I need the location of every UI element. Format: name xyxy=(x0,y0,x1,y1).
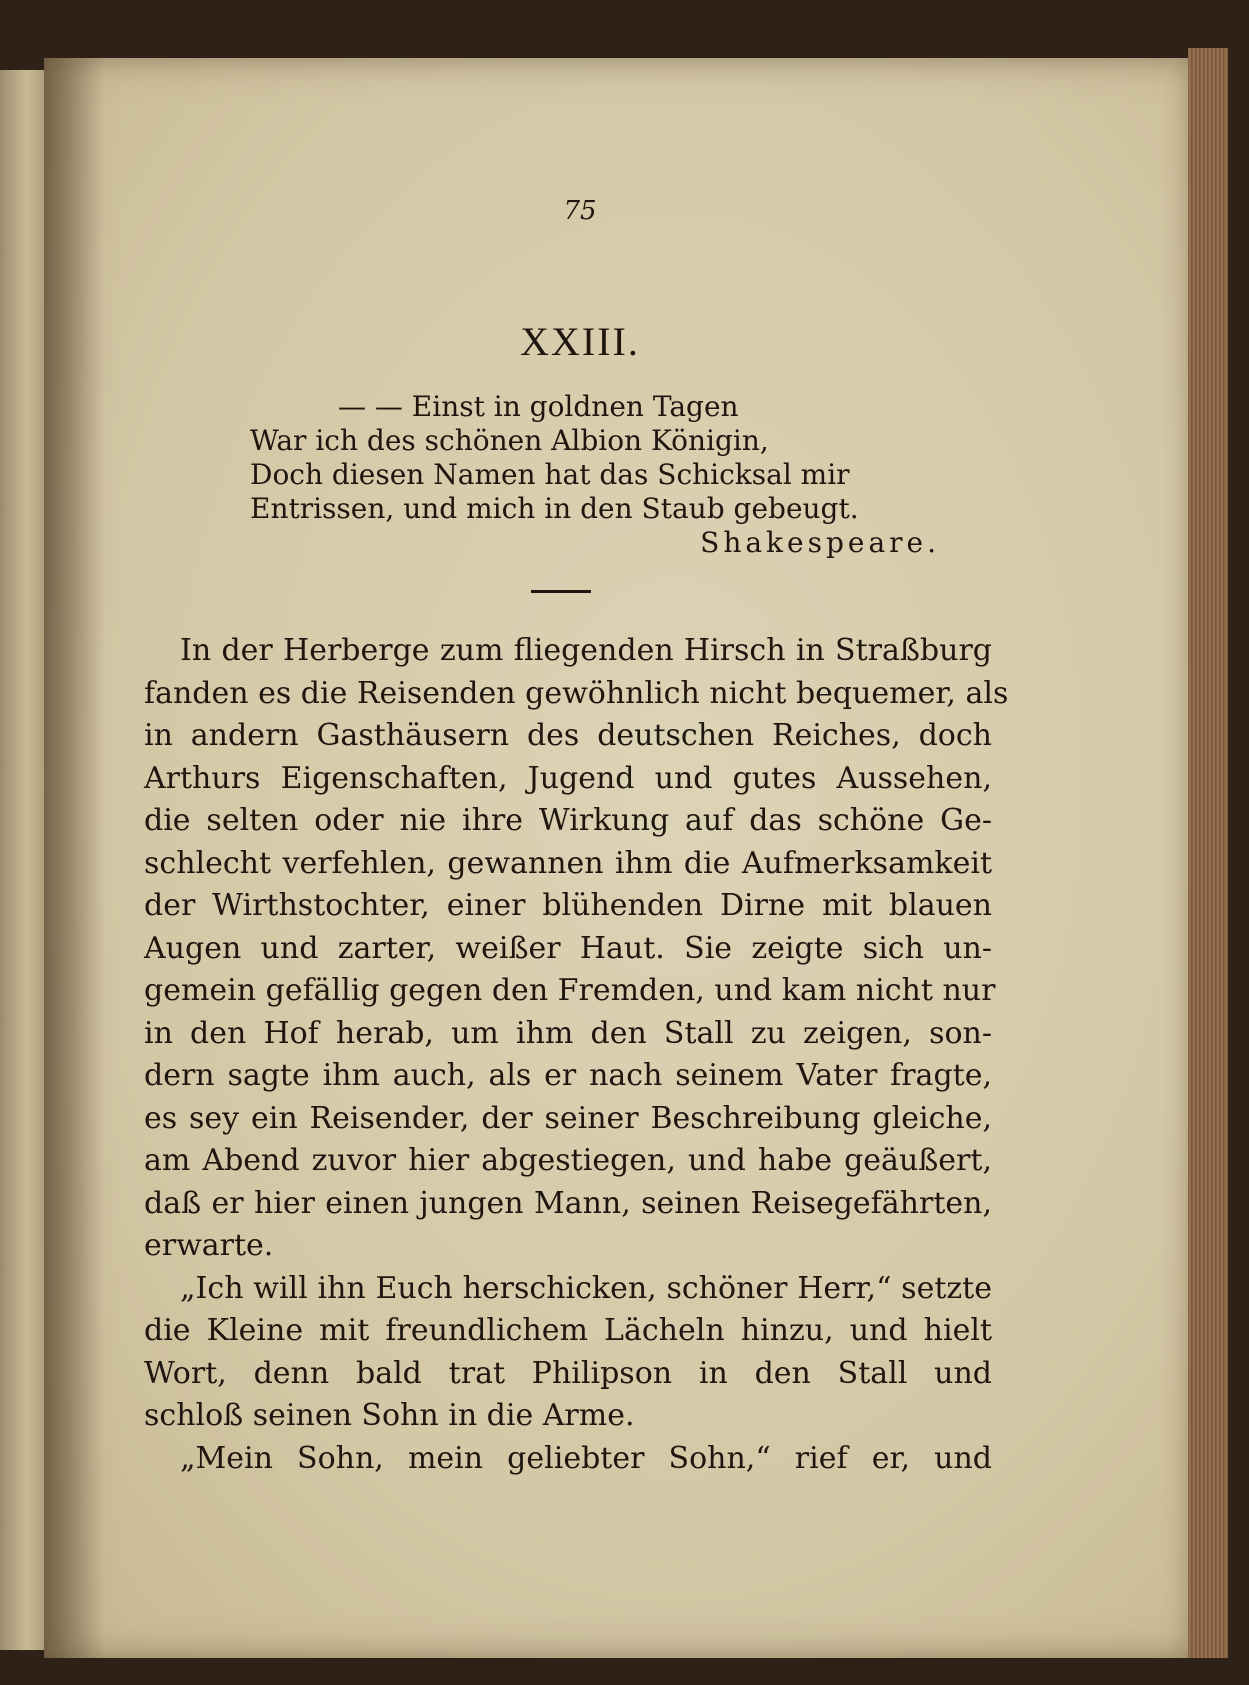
body-line: erwarte. xyxy=(144,1228,274,1263)
body-line: die Kleine mit freundlichem Lächeln hinzu, und hielt xyxy=(144,1313,992,1348)
epigraph xyxy=(190,390,950,560)
page-number: 75 xyxy=(563,196,597,226)
epigraph-line: Doch diesen Namen hat das Schicksal mir xyxy=(250,458,850,491)
body-line: dern sagte ihm auch, als er nach seinem Vater fragte, xyxy=(144,1058,992,1093)
body-line: „Mein Sohn, mein geliebter Sohn,“ rief er, und xyxy=(180,1440,992,1476)
body-line: In der Herberge zum fliegenden Hirsch in Straßburg xyxy=(180,633,992,668)
body-line: Arthurs Eigenschaften, Jugend und gutes Aussehen, xyxy=(144,760,992,796)
body-line: fanden es die Reisenden gewöhnlich nicht bequemer, als xyxy=(144,675,1009,711)
body-line: am Abend zuvor hier abgestiegen, und habe geäußert, xyxy=(144,1143,992,1178)
body-text xyxy=(144,630,1009,1480)
gutter-shadow xyxy=(44,58,104,1658)
body-line: es sey ein Reisender, der seiner Beschreibung gleiche, xyxy=(144,1100,992,1136)
page-block-edge xyxy=(1188,48,1228,1658)
body-line: schloß seinen Sohn in die Arme. xyxy=(144,1398,635,1433)
body-line: „Ich will ihn Euch herschicken, schöner Herr,“ setzte xyxy=(180,1270,992,1306)
body-line: in den Hof herab, um ihm den Stall zu zeigen, son- xyxy=(144,1015,992,1051)
body-line: gemein gefällig gegen den Fremden, und kam nicht nur xyxy=(144,973,996,1008)
body-line: in andern Gasthäusern des deutschen Reiches, doch xyxy=(144,718,992,753)
epigraph-line: War ich des schönen Albion Königin, xyxy=(250,424,769,457)
body-line: daß er hier einen jungen Mann, seinen Reisegefährten, xyxy=(144,1185,992,1221)
facing-page-edge xyxy=(0,70,48,1650)
epigraph-attribution: Shakespeare. xyxy=(700,526,940,559)
body-line: der Wirthstochter, einer blühenden Dirne mit blauen xyxy=(144,888,992,923)
body-line: die selten oder nie ihre Wirkung auf das schöne Ge- xyxy=(144,803,992,838)
body-line: Wort, denn bald trat Philipson in den Stall und xyxy=(144,1355,992,1391)
epigraph-line: Entrissen, und mich in den Staub gebeugt. xyxy=(250,492,859,525)
chapter-heading: XXIII. xyxy=(520,319,640,364)
body-line: schlecht verfehlen, gewannen ihm die Aufmerksamkeit xyxy=(144,845,992,881)
epigraph-line: — — Einst in goldnen Tagen xyxy=(338,390,739,423)
section-divider xyxy=(531,590,591,593)
body-line: Augen und zarter, weißer Haut. Sie zeigte sich un- xyxy=(144,930,992,966)
